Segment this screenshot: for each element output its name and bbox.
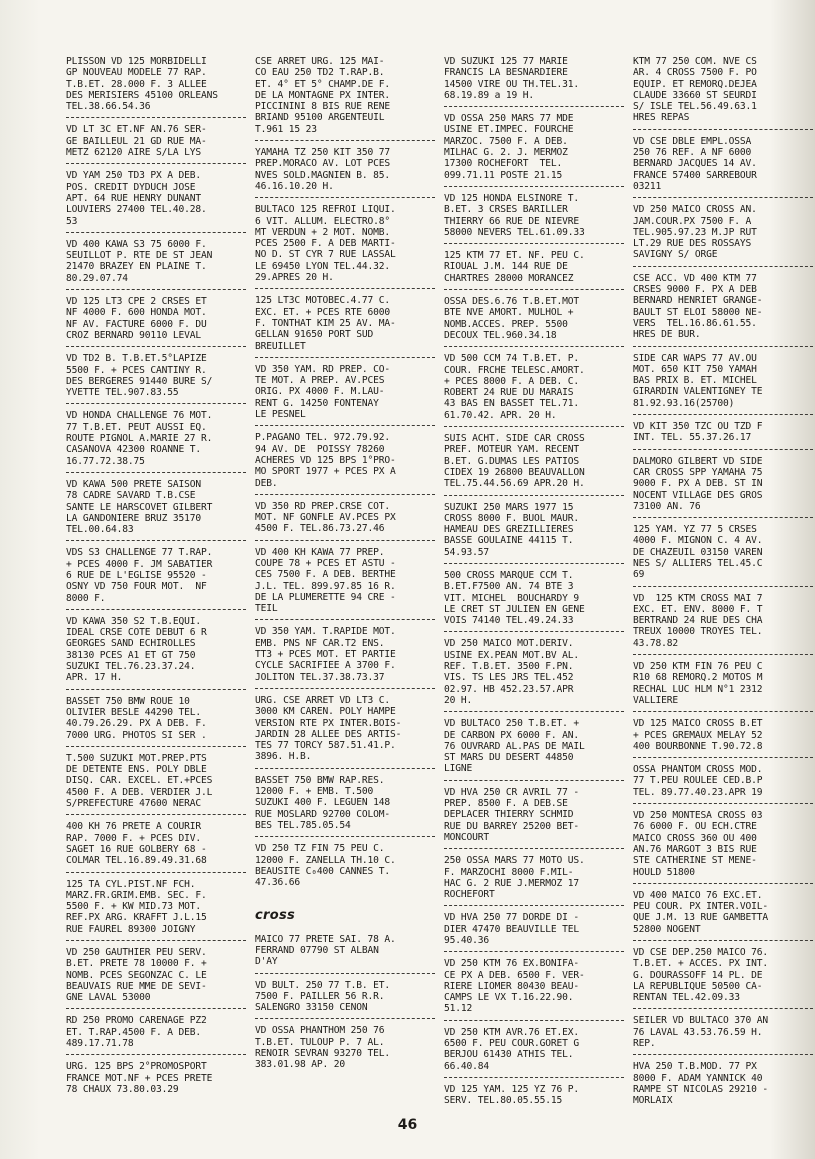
classified-ad: KTM 77 250 COM. NVE CS AR. 4 CROSS 7500 F. PO EQUIP. ET REMORQ.DEJEA CLAUDE 33660 ST SEURDI S/ ISLE TEL.56.49.63.1 HRES REPAS (633, 56, 757, 124)
classified-ad: URG. CSE ARRET VD LT3 C. 3000 KM CAREN. POLY HAMPE VERSION RTE PX INTER.BOIS- JARDIN 28 ALLEE DES ARTIS- TES 77 TORCY 587.51.41.P. 3896. H.B. (255, 694, 402, 763)
classified-ad: VD BULT. 250 77 T.B. ET. 7500 F. PAILLER 56 R.R. SALENGRO 33150 CENON (255, 979, 391, 1014)
classified-ad: 125 LT3C MOTOBEC.4.77 C. EXC. ET. + PCES RTE 6000 F. TONTHAT KIM 25 AV. MA- GELLAN 91650 PORT SUD BREUILLET (255, 295, 396, 352)
classified-ad: BASSET 750 BMW ROUE 10 OLIVIER BESLE 44290 TEL. 40.79.26.29. PX A DEB. F. 7000 URG. PHOTOS SI SER . (66, 695, 207, 741)
ad-separator (444, 243, 624, 244)
classified-ad: PLISSON VD 125 MORBIDELLI GP NOUVEAU MODELE 77 RAP. T.B.ET. 28.000 F. 3 ALLEE DES MERISIERS 45100 ORLEANS TEL.38.66.54.36 (66, 56, 218, 113)
ad-separator (255, 540, 435, 541)
classified-ad: OSSA DES.6.76 T.B.ET.MOT BTE NVE AMORT. MULHOL + NOMB.ACCES. PREP. 5500 DECOUX TEL.960.34.18 (444, 296, 580, 341)
ad-separator (66, 746, 246, 747)
classified-ad: 400 KH 76 PRETE A COURIR RAP. 7000 F. + PCES DIV. SAGET 16 RUE GOLBERY 68 - COLMAR TEL.16.89.49.31.68 (66, 821, 207, 867)
classifieds-columns (66, 56, 815, 1107)
classified-ad: VD KAWA 500 PRETE SAISON 78 CADRE SAVARD T.B.CSE SANTE LE HARSCOVET GILBERT LA GANDONIERE BRUZ 35170 TEL.00.64.83 (66, 478, 213, 536)
page-number: 46 (397, 1117, 418, 1133)
ad-separator (66, 940, 246, 941)
ad-separator (255, 425, 435, 426)
classified-ad: VD 125 LT3 CPE 2 CRSES ET NF 4000 F. 600 HONDA MOT. NF AV. FACTURE 6000 F. DU CROZ BERNARD 90110 LEVAL (66, 296, 207, 341)
ad-separator (444, 905, 624, 906)
ad-separator (66, 289, 246, 290)
ad-separator (66, 163, 246, 164)
ad-separator (255, 836, 435, 837)
classified-ad: 250 OSSA MARS 77 MOTO US. F. MARZOCHI 8000 F.MIL- HAC G. 2 RUE J.MERMOZ 17 ROCHEFORT (444, 855, 585, 901)
classified-ad: T.500 SUZUKI MOT.PREP.PTS DE DETENTE ENS. POLY DBLE DISQ. CAR. EXCEL. ET.+PCES 4500 F. A DEB. VERDIER J.L S/PREFECTURE 47600 NERAC (66, 752, 213, 810)
classified-ad: VD 125 MAICO CROSS B.ET + PCES GREMAUX MELAY 52 400 BOURBONNE T.90.72.8 (633, 718, 763, 752)
classified-ad: CSE ARRET URG. 125 MAI- CO EAU 250 TD2 T.RAP.B. ET. 4° ET 5° CHAMP.DE F. DE LA MONTAGNE PX INTER. PICCININI 8 BIS RUE RENE BRIAND 95100 ARGENTEUIL T.961 15 23 (255, 56, 391, 135)
ad-separator (444, 426, 624, 427)
classified-ad: VD 125 KTM CROSS MAI 7 EXC. ET. ENV. 8000 F. T BERTRAND 24 RUE DES CHA TREUX 10000 TROYES TEL. 43.78.82 (633, 592, 763, 649)
ad-separator (633, 940, 813, 941)
classified-ad: VD 125 YAM. 125 YZ 76 P. SERV. TEL.80.05.55.15 (444, 1083, 580, 1107)
ad-separator (444, 780, 624, 781)
classified-ad: 125 TA CYL.PIST.NF FCH. MARZ.FR.GRIM.EMB. SEC. F. 5500 F. + KW MID.73 MOT. REF.PX ARG. KRAFFT J.L.15 RUE FAUREL 89300 JOIGNY (66, 878, 207, 935)
ad-separator (66, 117, 246, 118)
ad-separator (444, 289, 624, 290)
ad-separator (255, 619, 435, 620)
classified-ad: VD 250 MAICO CROSS AN. JAM.COUR.PX 7500 F. A TEL.905.97.23 M.JP RUT LT.29 RUE DES ROSSAYS SAVIGNY S/ ORGE (633, 204, 757, 261)
classified-ad: VD 350 YAM. RD PREP. CO- TE MOT. A PREP. AV.PCES ORIG. PX 4000 F. M.LAU- RENT G. 14250 FONTENAY LE PESNEL (255, 363, 391, 421)
ad-separator (633, 414, 813, 415)
ad-separator (633, 197, 813, 198)
classified-ad: VD CSE DBLE EMPL.OSSA 250 76 REF. A NF 6000 BERNARD JACQUES 14 AV. FRANCE 57400 SARREBOUR 03211 (633, 135, 757, 192)
ad-separator (633, 1008, 813, 1009)
classified-ad: 125 YAM. YZ 77 5 CRSES 4000 F. MIGNON C. 4 AV. DE CHAZEUIL 03150 VAREN NES S/ ALLIERS TEL.45.C 69 (633, 524, 763, 581)
ad-separator (255, 357, 435, 358)
classified-ad: HVA 250 T.B.MOD. 77 PX 8000 F. ADAM YANNICK 40 RAMPE ST NICOLAS 29210 - MORLAIX (633, 1061, 769, 1107)
ad-separator (633, 1054, 813, 1055)
classified-ad: VD 500 CCM 74 T.B.ET. P. COUR. FRCHE TELESC.AMORT. + PCES 8000 F. A DEB. C. ROBERT 24 RUE DU MARAIS 43 BAS EN BASSET TEL.71. 61.70.42. APR. 20 H. (444, 353, 585, 421)
classified-ad: VD 125 HONDA ELSINORE T. B.ET. 3 CRSES BARILLER THIERRY 66 RUE DE NIEVRE 58000 NEVERS TEL.61.09.33 (444, 192, 585, 238)
classified-ad: VD HONDA CHALLENGE 76 MOT. 77 T.B.ET. PEUT AUSSI EQ. ROUTE PIGNOL A.MARIE 27 R. CASANOVA 42300 ROANNE T. 16.77.72.38.75 (66, 410, 213, 467)
column-2 (255, 56, 435, 1096)
classified-ad: VD 250 KTM 76 EX.BONIFA- CE PX A DEB. 6500 F. VER- RIERE LIOMER 80430 BEAU- CAMPS LE VX T.16.22.90. 51.12 (444, 958, 585, 1015)
classified-ad: RD 250 PROMO CARENAGE PZ2 ET. T.RAP.4500 F. A DEB. 489.17.71.78 (66, 1015, 207, 1050)
ad-separator (633, 586, 813, 587)
ad-separator (255, 973, 435, 974)
classified-ad: 125 KTM 77 ET. NF. PEU C. RIOUAL J.M. 144 RUE DE CHARTRES 28000 MORANCEZ (444, 250, 585, 284)
classified-ad: VDS S3 CHALLENGE 77 T.RAP. + PCES 4000 F. JM SABATIER 6 RUE DE L'EGLISE 95520 - OSNY VD 750 FOUR MOT. NF 8000 F. (66, 547, 213, 604)
ad-separator (633, 449, 813, 450)
ad-separator (633, 883, 813, 884)
classified-ad: VD 250 TZ FIN 75 PEU C. 12000 F. ZANELLA TH.10 C. BEAUSITE C₀400 CANNES T. 47.36.66 (255, 843, 396, 889)
ad-separator (633, 266, 813, 267)
column-3 (444, 56, 624, 1107)
classified-ad: VD 350 RD PREP.CRSE COT. MOT. NF GONFLE AV.PCES PX 4500 F. TEL.86.73.27.46 (255, 500, 396, 535)
classified-ad: 500 CROSS MARQUE CCM T. B.ET.F7500 AN. 74 BTE 3 VIT. MICHEL BOUCHARDY 9 LE CRET ST JULIEN EN GENE VOIS 74140 TEL.49.24.33 (444, 569, 585, 627)
ad-separator (444, 951, 624, 952)
ad-separator (66, 872, 246, 873)
classified-ad: SEILER VD BULTACO 370 AN 76 LAVAL 43.53.76.59 H. REP. (633, 1015, 769, 1050)
ad-separator (633, 517, 813, 518)
classified-ad: VD 400 MAICO 76 EXC.ET. PEU COUR. PX INTER.VOIL- QUE J.M. 13 RUE GAMBETTA 52800 NOGENT (633, 889, 769, 935)
ad-separator (444, 495, 624, 496)
ad-separator (66, 232, 246, 233)
ad-separator (255, 197, 435, 198)
ad-separator (444, 848, 624, 849)
classified-ad: VD BULTACO 250 T.B.ET. + DE CARBON PX 6000 F. AN. 76 OUVRARD AL.PAS DE MAIL ST MARS DU DESERT 44850 LIGNE (444, 718, 585, 775)
classified-ad: VD KAWA 350 S2 T.B.EQUI. IDEAL CRSE COTE DEBUT 6 R GEORGES SAND ECHIROLLES 38130 PCES A1 ET GT 750 SUZUKI TEL.76.23.37.24. APR. 17 H. (66, 615, 207, 684)
classified-ad: VD HVA 250 77 DORDE DI - DIER 47470 BEAUVILLE TEL 95.40.36 (444, 912, 580, 946)
classified-ad: VD CSE DEP.250 MAICO 76. T.B.ET. + ACCES. PX INT. G. DOURASSOFF 14 PL. DE LA REPUBLIQUE 50500 CA- RENTAN TEL.42.09.33 (633, 947, 769, 1004)
ad-separator (66, 540, 246, 541)
ad-separator (633, 346, 813, 347)
ad-separator (444, 1077, 624, 1078)
classified-ad: VD 400 KH KAWA 77 PREP. COUPE 78 + PCES ET ASTU - CES 7500 F. A DEB. BERTHE J.L. TEL. 899.97.85 16 R. DE LA PLUMERETTE 94 CRE - TEIL (255, 546, 396, 615)
ad-separator (255, 1018, 435, 1019)
classified-ad: VD 250 KTM FIN 76 PEU C R10 68 REMORQ.2 MOTOS M RECHAL LUC HLM N°1 2312 VALLIERE (633, 661, 763, 706)
classified-ad: VD TD2 B. T.B.ET.5°LAPIZE 5500 F. + PCES CANTINY R. DES BERGERES 91440 BURE S/ YVETTE TEL.907.83.55 (66, 353, 213, 399)
ad-separator (255, 288, 435, 289)
ad-separator (255, 494, 435, 495)
classified-ad: VD 350 YAM. T.RAPIDE MOT. EMB. PNS NF CAR.T2 ENS. TT3 + PCES MOT. ET PARTIE CYCLE SACRIFIEE A 3700 F. JOLITON TEL.37.38.73.37 (255, 626, 396, 683)
ad-separator (66, 689, 246, 690)
ad-separator (255, 768, 435, 769)
ad-separator (444, 563, 624, 564)
ad-separator (66, 814, 246, 815)
classified-ad: SIDE CAR WAPS 77 AV.OU MOT. 650 KIT 750 YAMAH BAS PRIX B. ET. MICHEL GIRARDIN VALENTIGNEY TE 81.92.93.16(25700) (633, 352, 763, 409)
classified-ad: VD SUZUKI 125 77 MARIE FRANCIS LA BESNARDIERE 14500 VIRE OU TH.TEL.31. 68.19.89 a 19 H. (444, 56, 580, 101)
ad-separator (66, 403, 246, 404)
ad-separator (444, 106, 624, 107)
ad-separator (255, 140, 435, 141)
classified-ad: VD 400 KAWA S3 75 6000 F. SEUILLOT P. RTE DE ST JEAN 21470 BRAZEY EN PLAINE T. 80.29.07.74 (66, 238, 213, 284)
column-4 (633, 56, 813, 1107)
classified-ad: VD LT 3C ET.NF AN.76 SER- GE BAILLEUL 21 GD RUE MA- METZ 62120 AIRE S/LA LYS (66, 124, 207, 159)
classified-ad: VD 250 MAICO MOT.DERIV. USINE EX.PEAN MOT.BV AL. REF. T.B.ET. 3500 F.PN. VIS. TS LES JRS TEL.452 02.97. HB 452.23.57.APR 20 H. (444, 638, 580, 706)
ad-separator (444, 186, 624, 187)
classified-ad: VD 250 MONTESA CROSS 03 76 6000 F. OU ECH.CTRE MAICO CROSS 360 OU 400 AN.76 MARGOT 3 BIS RUE STE CATHERINE ST MENE- HOULD 51800 (633, 810, 763, 878)
classified-ad: SUZUKI 250 MARS 1977 15 CROSS 8000 F. BUOL MAUR. HAMEAU DES GREZILLIERES BASSE GOULAINE 44115 T. 54.93.57 (444, 501, 580, 558)
classified-ad: VD OSSA 250 MARS 77 MDE USINE ET.IMPEC. FOURCHE MARZOC. 7500 F. A DEB. MILHAC G. 2. J. MERMOZ 17300 ROCHEFORT TEL. 099.71.11 POSTE 21.15 (444, 113, 574, 181)
ad-separator (66, 1008, 246, 1009)
ad-separator (444, 711, 624, 712)
classified-ad: VD 250 KTM AVR.76 ET.EX. 6500 F. PEU COUR.GORET G BERJOU 61430 ATHIS TEL. 66.40.84 (444, 1026, 580, 1072)
classified-ad: VD HVA 250 CR AVRIL 77 - PREP. 8500 F. A DEB.SE DEPLACER THIERRY SCHMID RUE DU BARREY 25200 BET- MONCOURT (444, 786, 580, 843)
classified-ad: P.PAGANO TEL. 972.79.92. 94 AV. DE POISSY 78260 ACHERES VD 125 BPS 1°PRO- MO SPORT 1977 + PCES PX A DEB. (255, 432, 396, 489)
ad-separator (633, 654, 813, 655)
ad-separator (66, 1054, 246, 1055)
ad-separator (444, 1020, 624, 1021)
classified-ad: SUIS ACHT. SIDE CAR CROSS PREF. MOTEUR YAM. RECENT B.ET. G.DUMAS LES PATIOS CIDEX 19 26800 BEAUVALLON TEL.75.44.56.69 APR.20 H. (444, 433, 585, 490)
ad-separator (66, 346, 246, 347)
classified-ad: URG. 125 BPS 2°PROMOSPORT FRANCE MOT.NF + PCES PRETE 78 CHAUX 73.80.03.29 (66, 1061, 213, 1095)
classified-ad: CSE ACC. VD 400 KTM 77 CRSES 9000 F. PX A DEB BERNARD HENRIET GRANGE- BAULT ST ELOI 58000 NE- VERS TEL.16.86.61.55. HRES DE BUR. (633, 272, 763, 341)
classified-ad: DALMORO GILBERT VD SIDE CAR CROSS SPP YAMAHA 75 9000 F. PX A DEB. ST IN NOCENT VILLAGE DES GROS 73100 AN. 76 (633, 455, 763, 512)
ad-separator (444, 631, 624, 632)
classified-ad: YAMAHA TZ 250 KIT 350 77 PREP.MORACO AV. LOT PCES NVES SOLD.MAGNIEN B. 85. 46.16.10.20 H. (255, 147, 391, 192)
classified-ad: OSSA PHANTOM CROSS MOD. 77 T.PEU ROULEE CED.B.P TEL. 89.77.40.23.APR 19 (633, 764, 763, 798)
section-heading-cross: cross (255, 908, 296, 924)
ad-separator (66, 472, 246, 473)
ad-separator (255, 688, 435, 689)
ad-separator (66, 609, 246, 610)
ad-separator (633, 129, 813, 130)
ad-separator (633, 757, 813, 758)
ad-separator (633, 803, 813, 804)
classified-ad: VD KIT 350 TZC OU TZD F INT. TEL. 55.37.26.17 (633, 421, 763, 444)
classified-ad: BULTACO 125 REFROI LIQUI. 6 VIT. ALLUM. ELECTRO.8° MT VERDUN + 2 MOT. NOMB. PCES 2500 F. A DEB MARTI- NO D. ST CYR 7 RUE LASSAL LE 69450 LYON TEL.44.32. 29.APRES 20 H. (255, 204, 396, 284)
ad-separator (633, 711, 813, 712)
classified-ad: BASSET 750 BMW RAP.RES. 12000 F. + EMB. T.500 SUZUKI 400 F. LEGUEN 148 RUE MOSLARD 92700 COLOM- BES TEL.785.05.54 (255, 774, 391, 831)
classified-ad: VD YAM 250 TD3 PX A DEB. POS. CREDIT DYDUCH JOSE APT. 64 RUE HENRY DUNANT LOUVIERS 27400 TEL.40.28. 53 (66, 170, 207, 227)
classified-ad: VD OSSA PHANTHOM 250 76 T.B.ET. TULOUP P. 7 AL. RENOIR SEVRAN 93270 TEL. 383.01.98 AP. 20 (255, 1025, 391, 1071)
column-1 (66, 56, 246, 1096)
classified-ad: VD 250 GAUTHIER PEU SERV. B.ET. PRETE 78 10000 F. + NOMB. PCES SEGONZAC C. LE BEAUVAIS RUE MME DE SEVI- GNE LAVAL 53000 (66, 947, 207, 1004)
classified-ad: MAICO 77 PRETE SAI. 78 A. FERRAND 07790 ST ALBAN D'AY (255, 933, 396, 968)
ad-separator (444, 346, 624, 347)
